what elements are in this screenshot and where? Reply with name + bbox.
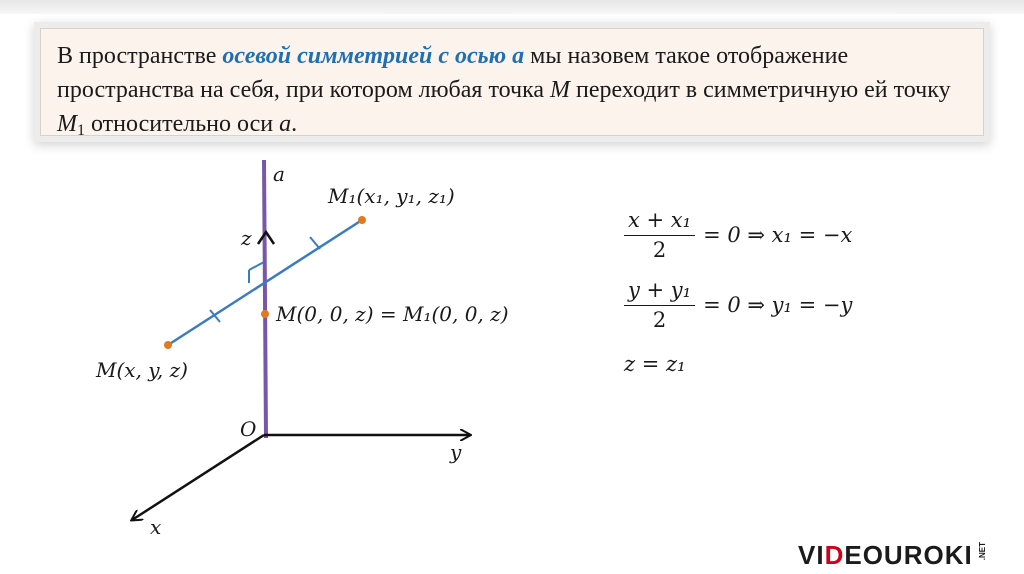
fraction-x-den: 2	[652, 238, 667, 262]
x-axis-line	[132, 435, 264, 520]
logo-part-2: EOUROKI	[844, 540, 973, 570]
logo-suffix: .NET	[977, 542, 987, 561]
formula-z: z = z₁	[624, 352, 686, 376]
fraction-x-num: x + x₁	[624, 208, 695, 236]
label-point-m1: M₁(x₁, y₁, z₁)	[328, 184, 455, 208]
axis-a-line	[264, 160, 266, 438]
def-highlight: осевой симметрией с осью a	[222, 43, 525, 69]
formula-x	[624, 200, 852, 270]
fraction-y-den: 2	[652, 308, 667, 332]
def-text-4: относительно оси	[85, 111, 280, 137]
formula-y-rest: = 0 ⇒ y₁ = −y	[703, 293, 853, 317]
label-axis-y: y	[450, 440, 462, 464]
label-axis-z: z	[241, 226, 252, 250]
fraction-x	[624, 208, 695, 262]
label-point-m: M(x, y, z)	[96, 358, 188, 382]
label-axis-a: a	[273, 162, 285, 186]
point-mid-dot	[261, 310, 269, 318]
fraction-y-num: y + y₁	[624, 278, 695, 306]
fraction-y	[624, 278, 695, 332]
label-origin: O	[240, 417, 257, 441]
formulas	[624, 200, 852, 376]
def-point-m: M	[550, 77, 571, 103]
def-text-1: В пространстве	[57, 43, 223, 69]
point-m-dot	[164, 341, 172, 349]
def-point-m1: M	[57, 111, 77, 137]
videouroki-logo	[798, 540, 987, 571]
formula-y	[624, 270, 852, 340]
formula-x-rest: = 0 ⇒ x₁ = −x	[703, 223, 853, 247]
def-point-m1-sub: 1	[77, 122, 85, 139]
label-point-mid: M(0, 0, z) = M₁(0, 0, z)	[276, 302, 509, 326]
def-text-3: переходит в симметричную ей точку	[570, 77, 951, 103]
right-angle-mark	[249, 262, 264, 283]
logo-part-1: VI	[798, 540, 825, 570]
def-end: .	[291, 111, 298, 137]
def-text-2: мы назовем такое отображение пространства на себя, при котором любая точка	[57, 43, 849, 103]
def-axis: a	[279, 111, 292, 137]
label-axis-x: x	[150, 515, 162, 539]
logo-part-red: D	[824, 540, 845, 570]
equal-tick-2	[310, 237, 320, 249]
point-m1-dot	[358, 216, 366, 224]
